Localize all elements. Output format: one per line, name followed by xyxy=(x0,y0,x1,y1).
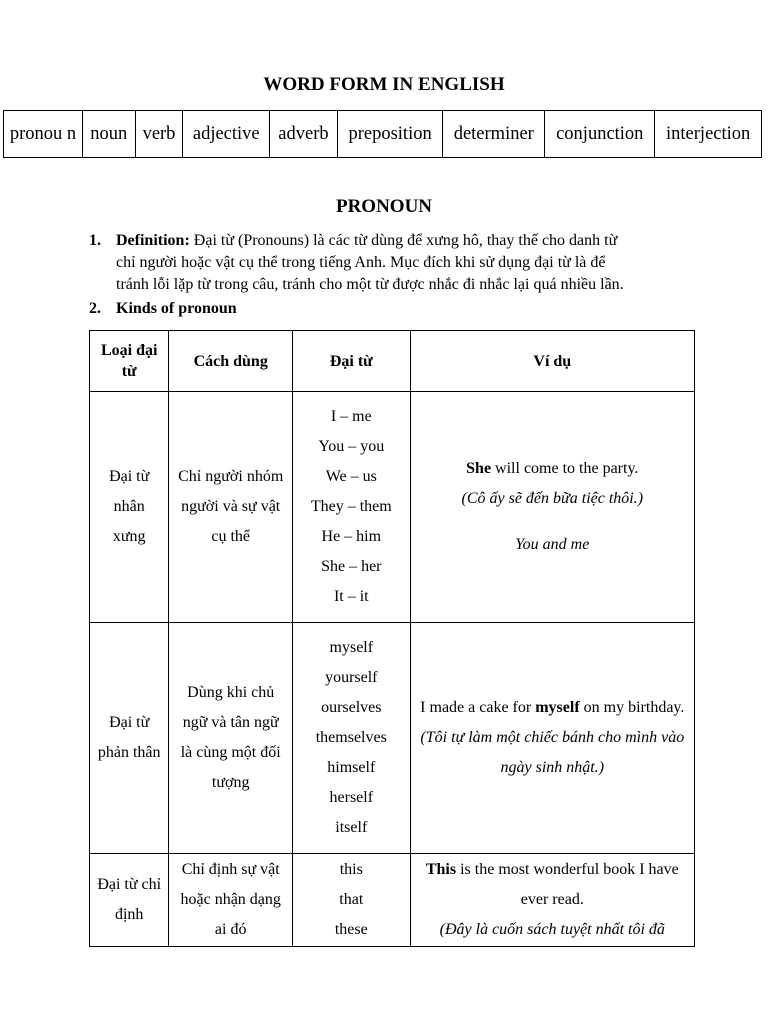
pronoun-item: that xyxy=(339,891,364,908)
word-form-label: verb xyxy=(142,124,176,144)
cell-type: Đại từ nhân xưng xyxy=(90,392,169,623)
word-form-determiner xyxy=(443,111,545,158)
pronoun-item: They – them xyxy=(310,498,392,515)
cell-type: Đại từ chỉ định xyxy=(90,854,169,947)
definition-line: chỉ người hoặc vật cụ thể trong tiếng Anh. Mục đích khi sử dụng đại từ là để xyxy=(116,254,606,271)
word-form-pronoun xyxy=(4,111,83,158)
example-keyword: myself xyxy=(535,699,580,716)
word-form-label: preposition xyxy=(348,124,432,144)
pronoun-item: We – us xyxy=(325,468,377,485)
pronoun-item: these xyxy=(334,921,368,938)
item-number: 1. xyxy=(89,232,101,249)
definition-item xyxy=(89,230,699,300)
table-header-row xyxy=(90,331,695,392)
cell-type: Đại từ phản thân xyxy=(90,623,169,854)
word-form-label: interjection xyxy=(666,124,751,144)
pronoun-item: yourself xyxy=(325,669,378,686)
word-form-conjunction xyxy=(545,111,655,158)
word-form-label: conjunction xyxy=(556,124,644,144)
word-form-label: noun xyxy=(90,124,128,144)
pronoun-item: You – you xyxy=(318,438,385,455)
cell-pronouns xyxy=(293,854,411,947)
definition-line: tránh lỗi lặp từ trong câu, tránh cho một từ được nhắc đi nhắc lại quá nhiều lần. xyxy=(116,276,624,293)
cell-example xyxy=(410,854,694,947)
word-form-table xyxy=(3,110,762,158)
header-type: Loại đại từ xyxy=(90,331,169,392)
pronoun-item: He – him xyxy=(321,528,382,545)
pronoun-item: ourselves xyxy=(321,699,382,716)
cell-usage: Chỉ định sự vật hoặc nhận dạng ai đó xyxy=(169,854,293,947)
word-form-label: pronou n xyxy=(9,124,77,144)
word-form-noun xyxy=(83,111,136,158)
pronoun-kinds-table xyxy=(89,330,695,947)
table-row xyxy=(90,392,695,623)
section-title: PRONOUN xyxy=(335,196,433,217)
pronoun-item: itself xyxy=(335,819,368,836)
definition-label: Definition: xyxy=(116,232,190,249)
example-text: will come to the party. xyxy=(491,460,639,477)
word-form-label: adjective xyxy=(192,124,260,144)
definition-line: Đại từ (Pronouns) là các từ dùng để xưng hô, thay thế cho danh từ xyxy=(193,232,618,249)
cell-usage: Dùng khi chủ ngữ và tân ngữ là cùng một đối tượng xyxy=(169,623,293,854)
cell-example xyxy=(410,392,694,623)
pronoun-item: She – her xyxy=(321,558,382,575)
example-extra: You and me xyxy=(515,536,590,553)
example-text: on my birthday. xyxy=(579,699,685,716)
pronoun-item: himself xyxy=(327,759,376,776)
word-form-label: determiner xyxy=(453,124,534,144)
table-row xyxy=(90,854,695,947)
pronoun-item: It – it xyxy=(333,588,369,605)
example-translation: (Tôi tự làm một chiếc bánh cho mình vào ngày sinh nhật.) xyxy=(420,729,685,776)
word-form-adverb xyxy=(270,111,338,158)
pronoun-item: this xyxy=(339,861,363,878)
example-translation: (Đây là cuốn sách tuyệt nhất tôi đã xyxy=(439,921,665,938)
item-number: 2. xyxy=(89,300,101,317)
table-row xyxy=(90,623,695,854)
kinds-heading: Kinds of pronoun xyxy=(116,300,237,317)
kinds-item xyxy=(89,298,489,320)
cell-usage: Chỉ người nhóm người và sự vật cụ thể xyxy=(169,392,293,623)
example-keyword: She xyxy=(466,460,492,477)
cell-example xyxy=(410,623,694,854)
pronoun-item: themselves xyxy=(315,729,387,746)
word-form-interjection xyxy=(655,111,762,158)
pronoun-item: myself xyxy=(329,639,374,656)
word-form-preposition xyxy=(337,111,442,158)
word-form-verb xyxy=(135,111,183,158)
header-pronoun: Đại từ xyxy=(293,331,411,392)
header-usage: Cách dùng xyxy=(169,331,293,392)
example-translation: (Cô ấy sẽ đến bữa tiệc thôi.) xyxy=(461,490,644,507)
header-example: Ví dụ xyxy=(410,331,694,392)
definition-text xyxy=(116,230,624,296)
word-form-adjective xyxy=(183,111,270,158)
example-keyword: This xyxy=(425,861,457,878)
pronoun-item: herself xyxy=(329,789,374,806)
cell-pronouns xyxy=(293,623,411,854)
pronoun-item: I – me xyxy=(330,408,372,425)
example-text: is the most wonderful book I have ever read. xyxy=(456,861,679,908)
example-text: I made a cake for xyxy=(420,699,536,716)
cell-pronouns xyxy=(293,392,411,623)
document-title: WORD FORM IN ENGLISH xyxy=(263,74,505,95)
word-form-label: adverb xyxy=(278,124,329,144)
